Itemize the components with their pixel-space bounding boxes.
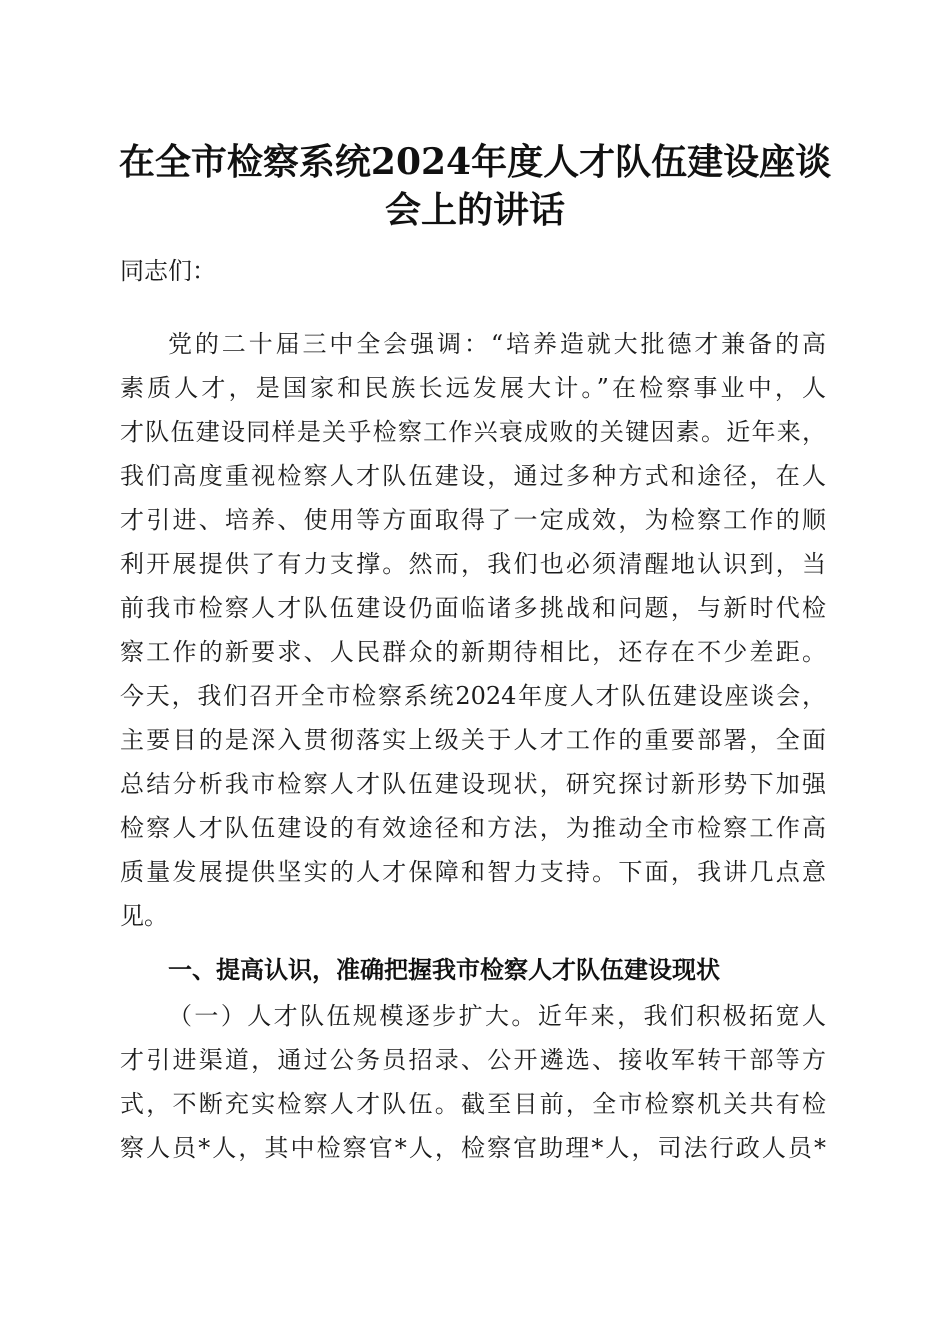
document-title-line-1: 在全市检察系统2024年度人才队伍建设座谈 xyxy=(118,141,832,183)
paragraph1-line: 前我市检察人才队伍建设仍面临诸多挑战和问题，与新时代检 xyxy=(120,594,826,622)
paragraph1-line: 才引进、培养、使用等方面取得了一定成效，为检察工作的顺 xyxy=(120,506,826,534)
paragraph1-line: 察工作的新要求、人民群众的新期待相比，还存在不少差距。 xyxy=(120,638,826,666)
paragraph2-line: 察人员*人，其中检察官*人，检察官助理*人，司法行政人员* xyxy=(120,1134,826,1162)
paragraph1-line: 才队伍建设同样是关乎检察工作兴衰成败的关键因素。近年来， xyxy=(120,418,826,446)
paragraph1-line: 素质人才，是国家和民族长远发展大计。”在检察事业中，人 xyxy=(120,374,826,402)
paragraph1-line: 今天，我们召开全市检察系统2024年度人才队伍建设座谈会， xyxy=(120,682,826,710)
paragraph1-line: 我们高度重视检察人才队伍建设，通过多种方式和途径，在人 xyxy=(120,462,826,490)
paragraph1-line: 见。 xyxy=(120,902,168,930)
paragraph2-line: （一）人才队伍规模逐步扩大。近年来，我们积极拓宽人 xyxy=(168,1002,826,1030)
paragraph1-line: 质量发展提供坚实的人才保障和智力支持。下面，我讲几点意 xyxy=(120,858,826,886)
paragraph2-line: 式，不断充实检察人才队伍。截至目前，全市检察机关共有检 xyxy=(120,1090,826,1118)
paragraph1-line: 总结分析我市检察人才队伍建设现状，研究探讨新形势下加强 xyxy=(120,770,826,798)
paragraph1-line: 检察人才队伍建设的有效途径和方法，为推动全市检察工作高 xyxy=(120,814,826,842)
document-title-line-2: 会上的讲话 xyxy=(384,189,565,231)
salutation: 同志们： xyxy=(120,257,216,285)
paragraph1-line: 主要目的是深入贯彻落实上级关于人才工作的重要部署，全面 xyxy=(120,726,826,754)
section-heading: 一、提高认识，准确把握我市检察人才队伍建设现状 xyxy=(168,956,720,984)
paragraph1-line: 利开展提供了有力支撑。然而，我们也必须清醒地认识到，当 xyxy=(120,550,826,578)
paragraph1-line: 党的二十届三中全会强调：“培养造就大批德才兼备的高 xyxy=(168,330,826,358)
paragraph2-line: 才引进渠道，通过公务员招录、公开遴选、接收军转干部等方 xyxy=(120,1046,826,1074)
